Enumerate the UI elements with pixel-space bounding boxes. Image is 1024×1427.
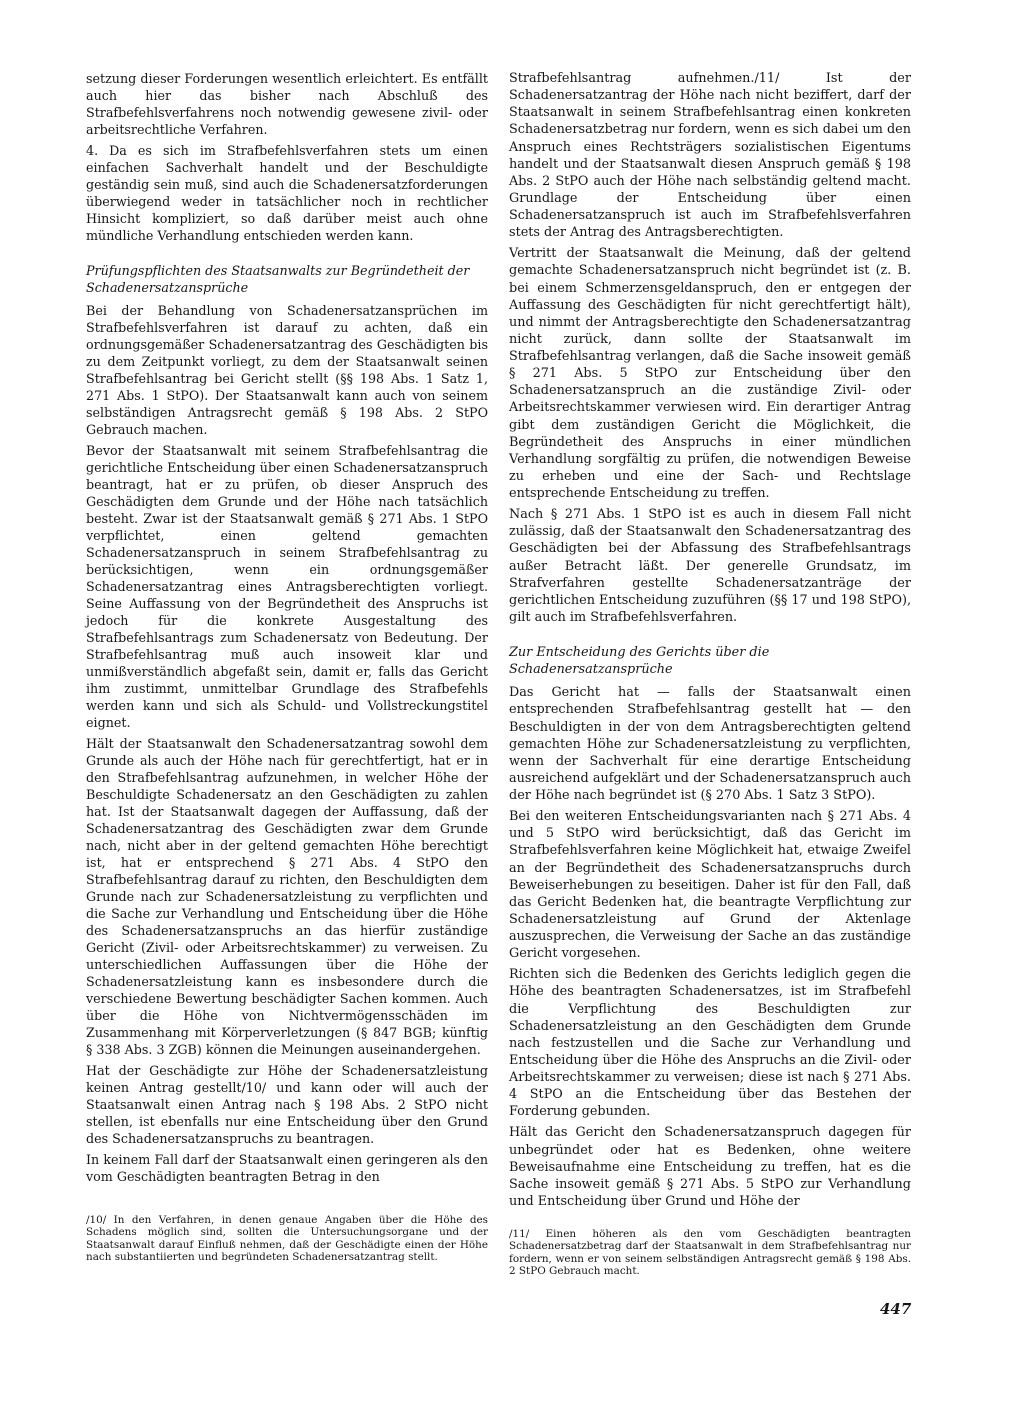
- left-column: [86, 70, 488, 1189]
- right-paragraph-4: Das Gericht hat — falls der Staatsanwalt einen entsprechenden Strafbefehlsantrag gestellt hat — den Beschuldigten in der von dem Antragsberechtigten geltend gemachten Höhe zur Schadenersatzleistung zu verpflichten, wenn der Sachverhalt für eine derartige Entscheidung ausreichend aufgeklärt und der Schadenersatzanspruch auch der Höhe nach begründet ist (§ 270 Abs. 1 Satz 3 StPO).: [509, 685, 911, 803]
- right-paragraph-7: Hält das Gericht den Schadenersatzanspruch dagegen für unbegründet oder hat es Bedenken, ohne weitere Beweisaufnahme eine Entscheidung zu treffen, hat es die Sache insoweit gemäß § 271 Abs. 5 StPO zur Verhandlung und Entscheidung über Grund und Höhe der: [509, 1125, 911, 1209]
- page-number: 447: [880, 1300, 912, 1318]
- left-paragraph-7: In keinem Fall darf der Staatsanwalt einen geringeren als den vom Geschädigten beantragten Betrag in den: [86, 1152, 488, 1184]
- footnote-area-left: [86, 1214, 488, 1264]
- right-paragraph-2: Vertritt der Staatsanwalt die Meinung, daß der geltend gemachte Schadenersatzanspruch nicht begründet ist (z. B. bei einem Schmerzensgeldanspruch, den er entgegen der Auffassung des Geschädigten für nicht gerechtfertigt hält), und nimmt der Antragsberechtigte den Schadenersatzantrag nicht zurück, dann sollte der Staatsanwalt im Strafbefehlsantrag verlangen, daß die Sache insoweit gemäß § 271 Abs. 5 StPO zur Entscheidung über den Schadenersatzanspruch an die zuständige Zivil- oder Arbeitsrechtskammer verwiesen wird. Ein derartiger Antrag gibt dem zuständigen Gericht die Möglichkeit, die Begründetheit des Anspruchs in einer mündlichen Verhandlung sorgfältig zu prüfen, die notwendigen Beweise zu erheben und eine der Sach- und Rechtslage entsprechende Entscheidung zu treffen.: [509, 246, 911, 501]
- left-paragraph-2: 4. Da es sich im Strafbefehlsverfahren stets um einen einfachen Sachverhalt handelt und der Beschuldigte geständig sein muß, sind auch die Schadenersatzforderungen überwiegend weder in tatsächlicher noch in rechtlicher Hinsicht kompliziert, so daß darüber meist auch ohne mündliche Verhandlung entschieden werden kann.: [86, 143, 488, 243]
- left-paragraph-5: Hält der Staatsanwalt den Schadenersatzantrag sowohl dem Grunde als auch der Höhe nach für gerechtfertigt, hat er in den Strafbefehlsantrag aufzunehmen, in welcher Höhe der Beschuldigte Schadenersatz an den Geschädigten zu zahlen hat. Ist der Staatsanwalt dagegen der Auffassung, daß der Schadenersatzantrag des Geschädigten zwar dem Grunde nach, nicht aber in der geltend gemachten Höhe berechtigt ist, hat er entsprechend § 271 Abs. 4 StPO den Strafbefehlsantrag darauf zu richten, den Beschuldigten dem Grunde nach zur Schadenersatzleistung zu verpflichten und die Sache zur Verhandlung und Entscheidung über die Höhe des Schadenersatzanspruchs an das hierfür zuständige Gericht (Zivil- oder Arbeitsrechtskammer) zu verweisen. Zu unterschiedlichen Auffassungen über die Höhe der Schadenersatzleistung kann es insbesondere durch die verschiedene Bewertung beschädigter Sachen kommen. Auch über die Höhe von Nichtvermögensschäden im Zusammenhang mit Körperverletzungen (§ 847 BGB; künftig § 338 Abs. 3 ZGB) können die Meinungen auseinandergehen.: [86, 736, 488, 1057]
- right-paragraph-1: Strafbefehlsantrag aufnehmen./11/ Ist der Schadenersatzantrag der Höhe nach nicht beziffert, darf der Staatsanwalt in seinem Strafbefehlsantrag einen konkreten Schadenersatzbetrag nur fordern, wenn es sich dabei um den Anspruch eines Rechtsträgers sozialistischen Eigentums handelt und der Staatsanwalt diesen Anspruch gemäß § 198 Abs. 2 StPO auch der Höhe nach selbständig geltend macht. Grundlage der Entscheidung über einen Schadenersatzanspruch ist auch im Strafbefehlsverfahren stets der Antrag des Antragsberechtigten.: [509, 71, 911, 241]
- right-paragraph-3: Nach § 271 Abs. 1 StPO ist es auch in diesem Fall nicht zulässig, daß der Staatsanwalt den Schadenersatzantrag des Geschädigten bei der Abfassung des Strafbefehlsantrags außer Betracht läßt. Der generelle Grundsatz, im Strafverfahren gestellte Schadenersatzanträge der gerichtlichen Entscheidung zuzuführen (§§ 17 und 198 StPO), gilt auch im Strafbefehlsverfahren.: [509, 507, 912, 625]
- left-paragraph-3: Bei der Behandlung von Schadenersatzansprüchen im Strafbefehlsverfahren ist darauf zu achten, daß ein ordnungsgemäßer Schadenersatzantrag des Geschädigten bis zu dem Zeitpunkt vorliegt, zu dem der Staatsanwalt seinen Strafbefehlsantrag bei Gericht stellt (§§ 198 Abs. 1 Satz 1, 271 Abs. 1 StPO). Der Staatsanwalt kann auch von seinem selbständigen Antragsrecht gemäß § 198 Abs. 2 StPO Gebrauch machen.: [86, 303, 488, 437]
- left-paragraph-4: Bevor der Staatsanwalt mit seinem Strafbefehlsantrag die gerichtliche Entscheidung über einen Schadenersatzanspruch beantragt, hat er zu prüfen, ob dieser Anspruch des Geschädigten dem Grunde und der Höhe nach tatsächlich besteht. Zwar ist der Staatsanwalt gemäß § 271 Abs. 1 StPO verpflichtet, einen geltend gemachten Schadenersatzanspruch in seinem Strafbefehlsantrag zu berücksichtigen, wenn ein ordnungsgemäßer Schadenersatzantrag eines Antragsberechtigten vorliegt. Seine Auffassung von der Begründetheit des Anspruchs ist jedoch für die konkrete Ausgestaltung des Strafbefehlsantrags zum Schadenersatz von Bedeutung. Der Strafbefehlsantrag muß auch insoweit klar und unmißverständlich abgefaßt sein, damit er, falls das Gericht ihm zustimmt, unmittelbar Grundlage des Strafbefehls werden kann und sich als Schuld- und Vollstreckungstitel eignet.: [86, 443, 488, 730]
- footnote-area-right: [509, 1228, 911, 1278]
- section-heading-entscheidung: Zur Entscheidung des Gerichts über die Schadenersatzansprüche: [509, 645, 770, 678]
- right-paragraph-5: Bei den weiteren Entscheidungsvarianten nach § 271 Abs. 4 und 5 StPO wird berücksichtigt, daß das Gericht im Strafbefehlsverfahren keine Möglichkeit hat, etwaige Zweifel an der Begründetheit des Schadenersatzanspruchs durch Beweiserhebungen zu beseitigen. Daher ist für den Fall, daß das Gericht Bedenken hat, die beantragte Verpflichtung zur Schadenersatzleistung auf Grund der Aktenlage auszusprechen, die Verweisung der Sache an das zuständige Gericht vorgesehen.: [509, 809, 911, 962]
- right-paragraph-6: Richten sich die Bedenken des Gerichts lediglich gegen die Höhe des beantragten Schadenersatzes, ist im Strafbefehl die Verpflichtung des Beschuldigten zur Schadenersatzleistung an den Geschädigten dem Grunde nach festzustellen und die Sache zur Verhandlung und Entscheidung über die Höhe des Anspruchs an die Zivil- oder Arbeitsrechtskammer zu verweisen; diese ist nach § 271 Abs. 4 StPO an die Entscheidung über das Bestehen der Forderung gebunden.: [509, 967, 911, 1120]
- section-heading-pruefungspflichten: Prüfungspflichten des Staatsanwalts zur Begründetheit der Schadenersatzansprüche: [86, 263, 470, 295]
- left-paragraph-1: setzung dieser Forderungen wesentlich erleichtert. Es entfällt auch hier das bisher nach Abschluß des Strafbefehlsverfahrens noch notwendig gewesene zivil- oder arbeitsrechtliche Verfahren.: [86, 71, 488, 137]
- right-column: [509, 70, 911, 1214]
- footnote-11: /11/ Einen höheren als den vom Geschädigten beantragten Schadenersatzbetrag darf der Staatsanwalt in dem Strafbefehlsantrag nur fordern, wenn er von seinem selbständigen Antragsrecht gemäß § 198 Abs. 2 StPO Gebrauch macht.: [509, 1228, 911, 1278]
- left-paragraph-6: Hat der Geschädigte zur Höhe der Schadenersatzleistung keinen Antrag gestellt/10/ und kann oder will auch der Staatsanwalt einen Antrag nach § 198 Abs. 2 StPO nicht stellen, ist ebenfalls nur eine Entscheidung über den Grund des Schadenersatzanspruchs zu beantragen.: [86, 1063, 488, 1146]
- footnote-10: /10/ In den Verfahren, in denen genaue Angaben über die Höhe des Schadens möglich sind, sollten die Untersuchungsorgane und der Staatsanwalt darauf Einfluß nehmen, daß der Geschädigte einen der Höhe nach substantiierten und begründeten Schadenersatzantrag stellt.: [86, 1214, 488, 1264]
